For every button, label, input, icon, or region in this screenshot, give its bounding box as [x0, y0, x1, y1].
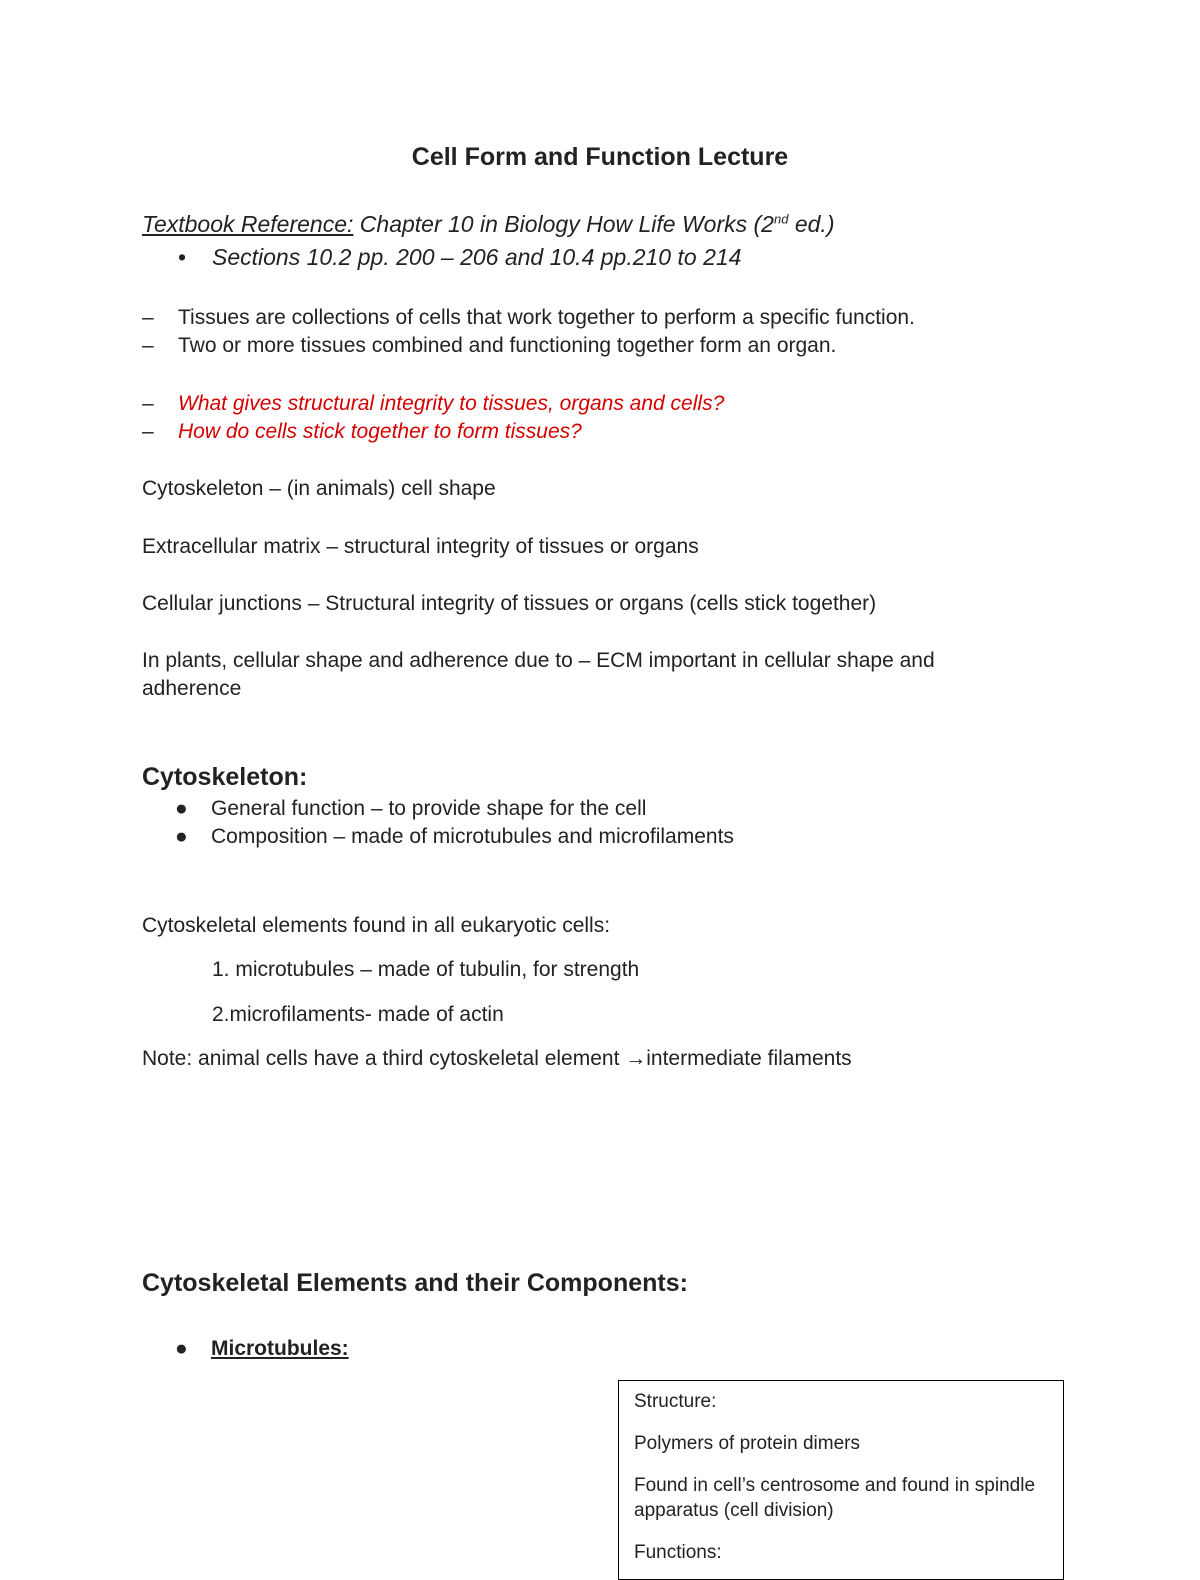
- intermediate-filaments-note: [142, 1045, 852, 1073]
- question-cells-stick: [142, 418, 582, 446]
- question-structural-integrity: [142, 390, 724, 418]
- bullet-icon: ●: [175, 797, 188, 820]
- arrow-right-icon: →: [625, 1047, 647, 1070]
- reference-superscript: nd: [773, 211, 789, 227]
- dash-item-tissues: [142, 304, 915, 332]
- dash-item-text: Tissues are collections of cells that work together to perform a specific function.: [178, 306, 915, 329]
- bullet-icon: ●: [175, 825, 188, 848]
- dash-item-organ: [142, 332, 836, 360]
- bullet-text: Composition – made of microtubules and microfilaments: [211, 825, 734, 848]
- bullet-text: General function – to provide shape for the cell: [211, 797, 647, 820]
- cytoskeleton-bullet-function: [175, 795, 646, 823]
- reference-text: Chapter 10 in Biology How Life Works (2: [353, 211, 774, 237]
- dash-icon: –: [142, 392, 154, 415]
- definition-plants-line1: In plants, cellular shape and adherence due to – ECM important in cellular shape and: [142, 649, 935, 672]
- cytoskeleton-bullet-composition: [175, 823, 734, 851]
- definition-junctions: Cellular junctions – Structural integrity of tissues or organs (cells stick together): [142, 592, 877, 615]
- structure-box: [618, 1380, 1064, 1580]
- structure-line-centrosome: Found in cell’s centrosome and found in spindle apparatus (cell division): [634, 1475, 1036, 1521]
- element-microfilaments: 2.microfilaments- made of actin: [212, 1003, 504, 1026]
- components-heading: Cytoskeletal Elements and their Components:: [142, 1269, 688, 1297]
- dash-icon: –: [142, 334, 154, 357]
- definition-ecm: Extracellular matrix – structural integrity of tissues or organs: [142, 535, 699, 558]
- microtubules-label: Microtubules:: [211, 1337, 349, 1360]
- structure-line-polymers: Polymers of protein dimers: [634, 1433, 860, 1454]
- textbook-reference: [142, 211, 834, 238]
- elements-intro: Cytoskeletal elements found in all eukaryotic cells:: [142, 914, 611, 937]
- definition-plants-line2: adherence: [142, 677, 242, 700]
- reference-label: Textbook Reference:: [142, 211, 354, 237]
- reference-sections-bullet: [178, 244, 741, 271]
- question-text: What gives structural integrity to tissues, organs and cells?: [178, 392, 725, 415]
- reference-edition: ed.): [788, 211, 835, 237]
- reference-sections: Sections 10.2 pp. 200 – 206 and 10.4 pp.210 to 214: [212, 244, 742, 270]
- note-text: Note: animal cells have a third cytoskeletal element: [142, 1047, 626, 1070]
- bullet-icon: •: [178, 244, 187, 270]
- dash-icon: –: [142, 306, 154, 329]
- page-title: Cell Form and Function Lecture: [411, 143, 789, 171]
- structure-line-functions: Functions:: [634, 1542, 722, 1563]
- cytoskeleton-heading: Cytoskeleton:: [142, 763, 308, 791]
- microtubules-bullet: [175, 1335, 349, 1363]
- dash-item-text: Two or more tissues combined and functioning together form an organ.: [178, 334, 837, 357]
- bullet-icon: ●: [175, 1337, 188, 1360]
- definition-cytoskeleton: Cytoskeleton – (in animals) cell shape: [142, 477, 496, 500]
- structure-label: Structure:: [634, 1391, 717, 1412]
- element-microtubules: 1. microtubules – made of tubulin, for strength: [212, 958, 640, 981]
- note-text-end: intermediate filaments: [646, 1047, 852, 1070]
- dash-icon: –: [142, 420, 154, 443]
- question-text: How do cells stick together to form tissues?: [178, 420, 582, 443]
